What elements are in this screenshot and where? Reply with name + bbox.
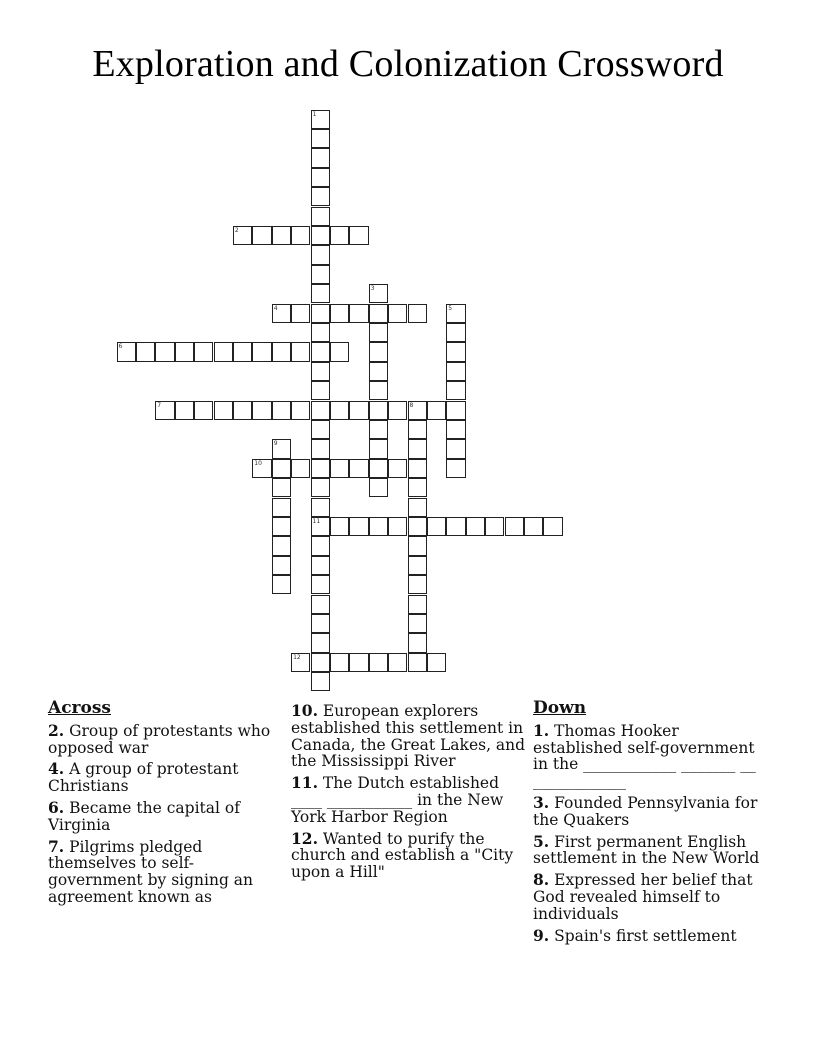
grid-cell[interactable] bbox=[349, 517, 368, 536]
grid-cell[interactable] bbox=[214, 401, 233, 420]
grid-cell[interactable] bbox=[446, 362, 465, 381]
grid-cell[interactable] bbox=[155, 401, 174, 420]
grid-cell[interactable] bbox=[408, 478, 427, 497]
page-title: Exploration and Colonization Crossword bbox=[92, 43, 724, 85]
grid-cell[interactable] bbox=[446, 459, 465, 478]
grid-cell[interactable] bbox=[408, 595, 427, 614]
grid-cell[interactable] bbox=[388, 304, 407, 323]
cell-number: 4 bbox=[273, 304, 278, 312]
grid-cell[interactable] bbox=[427, 653, 446, 672]
grid-cell[interactable] bbox=[194, 342, 213, 361]
grid-cell[interactable] bbox=[466, 517, 485, 536]
grid-cell[interactable] bbox=[427, 517, 446, 536]
clue-text: European explorers established this settlement in Canada, the Great Lakes, and the Mississippi River bbox=[291, 702, 526, 771]
grid-cell[interactable] bbox=[408, 633, 427, 652]
grid-cell[interactable] bbox=[291, 226, 310, 245]
clue-text: Founded Pennsylvania for the Quakers bbox=[533, 793, 758, 829]
grid-cell[interactable] bbox=[311, 401, 330, 420]
grid-cell[interactable] bbox=[408, 556, 427, 575]
crossword-grid bbox=[117, 110, 577, 700]
grid-cell[interactable] bbox=[311, 614, 330, 633]
clue-number: 9. bbox=[533, 925, 550, 945]
cell-number: 8 bbox=[409, 401, 414, 409]
grid-cell[interactable] bbox=[272, 556, 291, 575]
grid-cell[interactable] bbox=[272, 517, 291, 536]
grid-cell[interactable] bbox=[446, 323, 465, 342]
clue-number: 6. bbox=[48, 797, 65, 817]
cell-number: 3 bbox=[370, 285, 375, 293]
clue-text: Became the capital of Virginia bbox=[48, 798, 240, 834]
grid-cell[interactable] bbox=[311, 129, 330, 148]
grid-cell[interactable] bbox=[252, 226, 271, 245]
clue-across-11 bbox=[291, 775, 526, 825]
cell-number: 1 bbox=[312, 110, 317, 118]
grid-cell[interactable] bbox=[311, 148, 330, 167]
clue-down-5 bbox=[533, 831, 768, 868]
grid-cell[interactable] bbox=[311, 207, 330, 226]
grid-cell[interactable] bbox=[543, 517, 562, 536]
grid-cell[interactable] bbox=[369, 478, 388, 497]
clue-across-12 bbox=[291, 828, 526, 882]
grid-cell[interactable] bbox=[369, 459, 388, 478]
clue-number: 12. bbox=[291, 828, 318, 848]
clue-text: Wanted to purify the church and establish a "City upon a Hill" bbox=[291, 829, 514, 882]
across-clues-continued bbox=[291, 703, 526, 886]
grid-cell[interactable] bbox=[349, 401, 368, 420]
grid-cell[interactable] bbox=[233, 226, 252, 245]
grid-cell[interactable] bbox=[175, 401, 194, 420]
grid-cell[interactable] bbox=[369, 381, 388, 400]
grid-cell[interactable] bbox=[505, 517, 524, 536]
grid-cell[interactable] bbox=[369, 323, 388, 342]
across-clues bbox=[48, 700, 286, 911]
grid-cell[interactable] bbox=[369, 304, 388, 323]
clue-text: First permanent English settlement in the New World bbox=[533, 832, 760, 868]
grid-cell[interactable] bbox=[330, 226, 349, 245]
grid-cell[interactable] bbox=[408, 401, 427, 420]
down-clues bbox=[533, 700, 768, 949]
grid-cell[interactable] bbox=[369, 342, 388, 361]
clue-number: 5. bbox=[533, 831, 550, 851]
grid-cell[interactable] bbox=[311, 575, 330, 594]
grid-cell[interactable] bbox=[408, 498, 427, 517]
cell-number: 6 bbox=[118, 343, 123, 351]
grid-cell[interactable] bbox=[369, 439, 388, 458]
clue-down-9 bbox=[533, 925, 768, 945]
grid-cell[interactable] bbox=[388, 653, 407, 672]
clue-number: 10. bbox=[291, 701, 318, 720]
grid-cell[interactable] bbox=[233, 342, 252, 361]
grid-cell[interactable] bbox=[311, 187, 330, 206]
clue-number: 3. bbox=[533, 792, 550, 812]
cell-number: 11 bbox=[312, 517, 321, 525]
clue-across-2 bbox=[48, 720, 286, 757]
grid-cell[interactable] bbox=[272, 226, 291, 245]
grid-cell[interactable] bbox=[175, 342, 194, 361]
grid-cell[interactable] bbox=[214, 342, 233, 361]
grid-cell[interactable] bbox=[330, 304, 349, 323]
grid-cell[interactable] bbox=[311, 304, 330, 323]
clue-across-7 bbox=[48, 836, 286, 906]
grid-cell[interactable] bbox=[408, 459, 427, 478]
clue-text: Spain's first settlement bbox=[554, 926, 737, 945]
cell-number: 10 bbox=[254, 459, 262, 467]
grid-cell[interactable] bbox=[330, 517, 349, 536]
grid-cell[interactable] bbox=[272, 342, 291, 361]
grid-cell[interactable] bbox=[369, 420, 388, 439]
grid-cell[interactable] bbox=[330, 401, 349, 420]
grid-cell[interactable] bbox=[349, 459, 368, 478]
grid-cell[interactable] bbox=[311, 672, 330, 691]
cell-number: 5 bbox=[448, 304, 453, 312]
clue-down-1 bbox=[533, 720, 768, 791]
grid-cell[interactable] bbox=[311, 498, 330, 517]
grid-cell[interactable] bbox=[408, 304, 427, 323]
grid-cell[interactable] bbox=[117, 342, 136, 361]
clue-across-10 bbox=[291, 703, 526, 770]
grid-cell[interactable] bbox=[291, 304, 310, 323]
grid-cell[interactable] bbox=[252, 459, 271, 478]
grid-cell[interactable] bbox=[311, 536, 330, 555]
grid-cell[interactable] bbox=[408, 575, 427, 594]
grid-cell[interactable] bbox=[291, 459, 310, 478]
grid-cell[interactable] bbox=[311, 517, 330, 536]
grid-cell[interactable] bbox=[369, 401, 388, 420]
grid-cell[interactable] bbox=[330, 459, 349, 478]
grid-cell[interactable] bbox=[524, 517, 543, 536]
grid-cell[interactable] bbox=[272, 498, 291, 517]
grid-cell[interactable] bbox=[408, 439, 427, 458]
grid-cell[interactable] bbox=[311, 362, 330, 381]
grid-cell[interactable] bbox=[369, 517, 388, 536]
clue-number: 7. bbox=[48, 836, 65, 856]
grid-cell[interactable] bbox=[252, 401, 271, 420]
grid-cell[interactable] bbox=[388, 459, 407, 478]
grid-cell[interactable] bbox=[311, 595, 330, 614]
cell-number: 12 bbox=[293, 653, 301, 661]
grid-cell[interactable] bbox=[388, 401, 407, 420]
grid-cell[interactable] bbox=[349, 226, 368, 245]
grid-cell[interactable] bbox=[408, 420, 427, 439]
grid-cell[interactable] bbox=[311, 459, 330, 478]
grid-cell[interactable] bbox=[233, 401, 252, 420]
grid-cell[interactable] bbox=[272, 439, 291, 458]
grid-cell[interactable] bbox=[485, 517, 504, 536]
grid-cell[interactable] bbox=[311, 342, 330, 361]
grid-cell[interactable] bbox=[311, 245, 330, 264]
grid-cell[interactable] bbox=[330, 653, 349, 672]
grid-cell[interactable] bbox=[427, 401, 446, 420]
clue-number: 8. bbox=[533, 870, 550, 890]
grid-cell[interactable] bbox=[291, 401, 310, 420]
grid-cell[interactable] bbox=[311, 439, 330, 458]
clue-down-3 bbox=[533, 792, 768, 829]
clue-number: 4. bbox=[48, 759, 65, 779]
clue-text: The Dutch established ____ ___________ in the New York Harbor Region bbox=[291, 774, 504, 826]
grid-cell[interactable] bbox=[446, 401, 465, 420]
clue-across-4 bbox=[48, 761, 286, 795]
grid-cell[interactable] bbox=[446, 381, 465, 400]
grid-cell[interactable] bbox=[311, 323, 330, 342]
grid-cell[interactable] bbox=[272, 459, 291, 478]
grid-cell[interactable] bbox=[408, 653, 427, 672]
grid-cell[interactable] bbox=[330, 342, 349, 361]
grid-cell[interactable] bbox=[311, 265, 330, 284]
cell-number: 7 bbox=[157, 401, 162, 409]
grid-cell[interactable] bbox=[311, 420, 330, 439]
grid-cell[interactable] bbox=[311, 110, 330, 129]
grid-cell[interactable] bbox=[388, 517, 407, 536]
grid-cell[interactable] bbox=[136, 342, 155, 361]
grid-cell[interactable] bbox=[408, 614, 427, 633]
across-heading: Across bbox=[48, 698, 111, 718]
grid-cell[interactable] bbox=[408, 536, 427, 555]
grid-cell[interactable] bbox=[272, 401, 291, 420]
grid-cell[interactable] bbox=[311, 168, 330, 187]
grid-cell[interactable] bbox=[291, 342, 310, 361]
grid-cell[interactable] bbox=[311, 556, 330, 575]
grid-cell[interactable] bbox=[446, 304, 465, 323]
clue-text: A group of protestant Christians bbox=[48, 760, 239, 796]
cell-number: 2 bbox=[234, 226, 239, 234]
grid-cell[interactable] bbox=[252, 342, 271, 361]
clue-number: 11. bbox=[291, 773, 318, 793]
grid-cell[interactable] bbox=[291, 653, 310, 672]
clue-text: Thomas Hooker established self-government in the ____________ _______ __ ____________ bbox=[533, 721, 756, 791]
grid-cell[interactable] bbox=[446, 420, 465, 439]
grid-cell[interactable] bbox=[369, 284, 388, 303]
grid-cell[interactable] bbox=[349, 304, 368, 323]
grid-cell[interactable] bbox=[272, 304, 291, 323]
clue-text: Expressed her belief that God revealed himself to individuals bbox=[533, 871, 753, 923]
cell-number: 9 bbox=[273, 440, 278, 448]
grid-cell[interactable] bbox=[369, 362, 388, 381]
clue-across-6 bbox=[48, 797, 286, 834]
grid-cell[interactable] bbox=[311, 633, 330, 652]
grid-cell[interactable] bbox=[311, 478, 330, 497]
grid-cell[interactable] bbox=[408, 517, 427, 536]
clue-text: Group of protestants who opposed war bbox=[48, 721, 271, 757]
down-heading: Down bbox=[533, 698, 587, 718]
grid-cell[interactable] bbox=[446, 517, 465, 536]
grid-cell[interactable] bbox=[311, 381, 330, 400]
grid-cell[interactable] bbox=[155, 342, 174, 361]
clue-text: Pilgrims pledged themselves to self-government by signing an agreement known as bbox=[48, 837, 254, 906]
grid-cell[interactable] bbox=[446, 439, 465, 458]
grid-cell[interactable] bbox=[272, 575, 291, 594]
grid-cell[interactable] bbox=[446, 342, 465, 361]
grid-cell[interactable] bbox=[272, 536, 291, 555]
grid-cell[interactable] bbox=[311, 653, 330, 672]
grid-cell[interactable] bbox=[311, 284, 330, 303]
grid-cell[interactable] bbox=[194, 401, 213, 420]
clue-number: 1. bbox=[533, 720, 550, 740]
grid-cell[interactable] bbox=[272, 478, 291, 497]
grid-cell[interactable] bbox=[311, 226, 330, 245]
clue-number: 2. bbox=[48, 720, 65, 740]
clue-down-8 bbox=[533, 872, 768, 922]
grid-cell[interactable] bbox=[349, 653, 368, 672]
grid-cell[interactable] bbox=[369, 653, 388, 672]
